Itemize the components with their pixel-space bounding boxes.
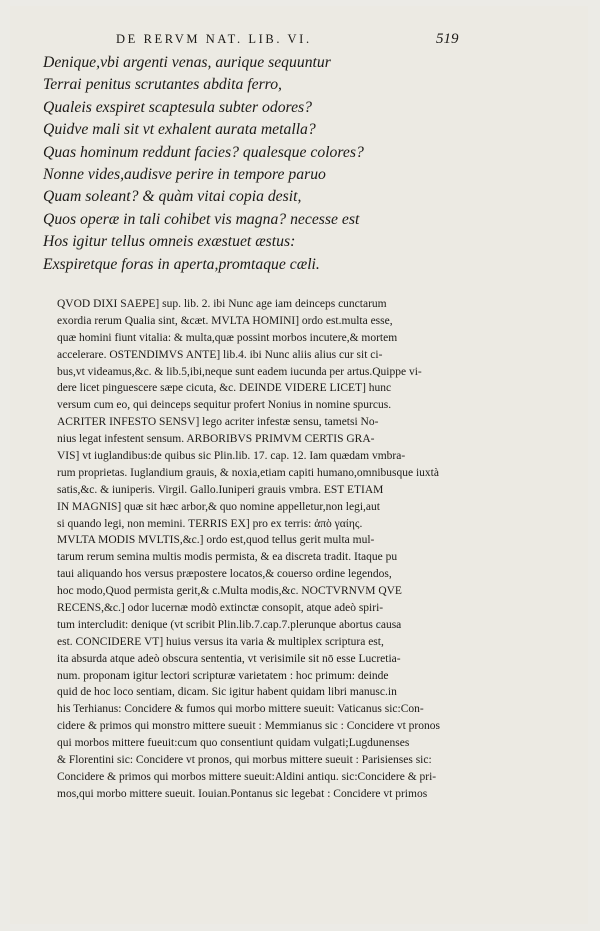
commentary-line: versum cum eo, qui deinceps sequitur profert Nonius in nomine spurcus. [57,399,392,412]
commentary-line: satis,&c. & iuniperis. Virgil. Gallo.Iuniperi grauis vmbra. EST ETIAM [57,483,384,496]
commentary-line: quid de hoc loco sentiam, dicam. Sic igitur habent quidam libri manusc.in [57,686,397,699]
commentary-line: QVOD DIXI SAEPE] sup. lib. 2. ibi Nunc age iam deinceps cunctarum [57,298,387,310]
commentary-line: taui aliquando hos versus præpostere locatos,& couerso ordine legendos, [57,568,392,581]
commentary-line: ita absurda atque adeò obscura sententia, vt verisimile sit nō esse Lucretia- [57,652,401,665]
commentary-line: RECENS,&c.] odor lucernæ modò extinctæ consopit, atque adeò spiri- [57,602,384,615]
commentary-line: cidere & primos qui monstro mittere sueuit : Memmianus sic : Concidere vt pronos [57,720,440,733]
commentary-line: Concidere & primos qui morbos mittere sueuit:Aldini antiqu. sic:Concidere & pri- [57,770,437,783]
commentary-line: IN MAGNIS] quæ sit hæc arbor,& quo nomine appelletur,non legi,aut [57,500,380,513]
commentary-line: nius legat infestent sensum. ARBORIBVS PRIMVM CERTIS GRA- [57,433,375,446]
commentary-line: his Terhianus: Concidere & fumos qui morbo mittere sueuit: Vaticanus sic:Con- [57,703,424,716]
commentary-line: dere licet pinguescere sæpe cicuta, &c. DEINDE VIDERE LICET] hunc [57,382,392,395]
page-header [10,32,588,54]
verse-line: Quidve mali sit vt exhalent aurata metalla? [43,121,316,139]
verse-line: Quos operæ in tali cohibet vis magna? necesse est [43,210,360,228]
page-number: 519 [436,31,459,47]
verse-line: Hos igitur tellus omneis exæstuet æstus: [43,233,296,251]
verse-line: Quas hominum reddunt facies? qualesque colores? [43,143,364,161]
verse-line: Exspiretque foras in aperta,promtaque cæli. [43,255,320,273]
commentary-line: accelerare. OSTENDIMVS ANTE] lib.4. ibi Nunc aliis alius cur sit ci- [57,348,383,361]
running-title: DE RERVM NAT. LIB. VI. [116,32,312,46]
commentary-line: exordia rerum Qualia sint, &cæt. MVLTA HOMINI] ordo est.multa esse, [57,314,393,327]
commentary-line: si quando legi, non memini. TERRIS EX] pro ex terris: ἀπὸ γαίης. [57,517,363,530]
commentary-line: MVLTA MODIS MVLTIS,&c.] ordo est,quod tellus gerit multa mul- [57,534,375,547]
commentary-line: rum proprietas. Iuglandium grauis, & noxia,etiam capiti humano,omnibusque iuxtà [57,466,439,479]
commentary-line: tarum rerum semina multis modis permista, & ea discreta tradit. Itaque pu [57,551,398,564]
commentary-line: quæ homini fiunt vitalia: & multa,quæ possint morbos incutere,& mortem [57,331,398,344]
verse-block [43,52,463,276]
verse-line: Denique,vbi argenti venas, aurique sequuntur [43,54,331,71]
commentary-line: mos,qui morbo mittere sueuit. Iouian.Pontanus sic legebat : Concidere vt primos [57,787,428,800]
commentary-line: hoc modo,Quod permista gerit,& c.Multa modis,&c. NOCTVRNVM QVE [57,585,402,598]
verse-line: Nonne vides,audisve perire in tempore paruo [43,165,326,183]
commentary-line: bus,vt videamus,&c. & lib.5,ibi,neque sunt eadem iucunda per artus.Quippe vi- [57,365,422,378]
commentary-line: tum intercludit: denique (vt scribit Plin.lib.7.cap.7.plerunque abortus causa [57,618,402,631]
verse-line: Quam soleant? & quàm vitai copia desit, [43,188,302,206]
commentary-line: VIS] vt iuglandibus:de quibus sic Plin.lib. 17. cap. 12. Iam quædam vmbra- [57,450,406,463]
commentary-line: ACRITER INFESTO SENSV] lego acriter infestæ sensu, tametsi No- [57,416,379,429]
commentary-line: & Florentini sic: Concidere vt pronos, qui morbus mittere sueuit : Parisienses sic: [57,754,432,767]
commentary-line: est. CONCIDERE VT] huius versus ita varia & multiplex scriptura est, [57,635,384,648]
commentary-line: qui morbos mittere fueuit:cum quo consentiunt quidam vulgati;Lugdunenses [57,737,410,750]
verse-line: Qualeis exspiret scaptesula subter odores? [43,98,312,116]
verse-line: Terrai penitus scrutantes abdita ferro, [43,76,282,94]
commentary-line: num. proponam igitur lectori scripturæ varietatem : hoc primum: deinde [57,669,389,682]
book-page [10,6,588,924]
commentary-block [57,296,474,803]
